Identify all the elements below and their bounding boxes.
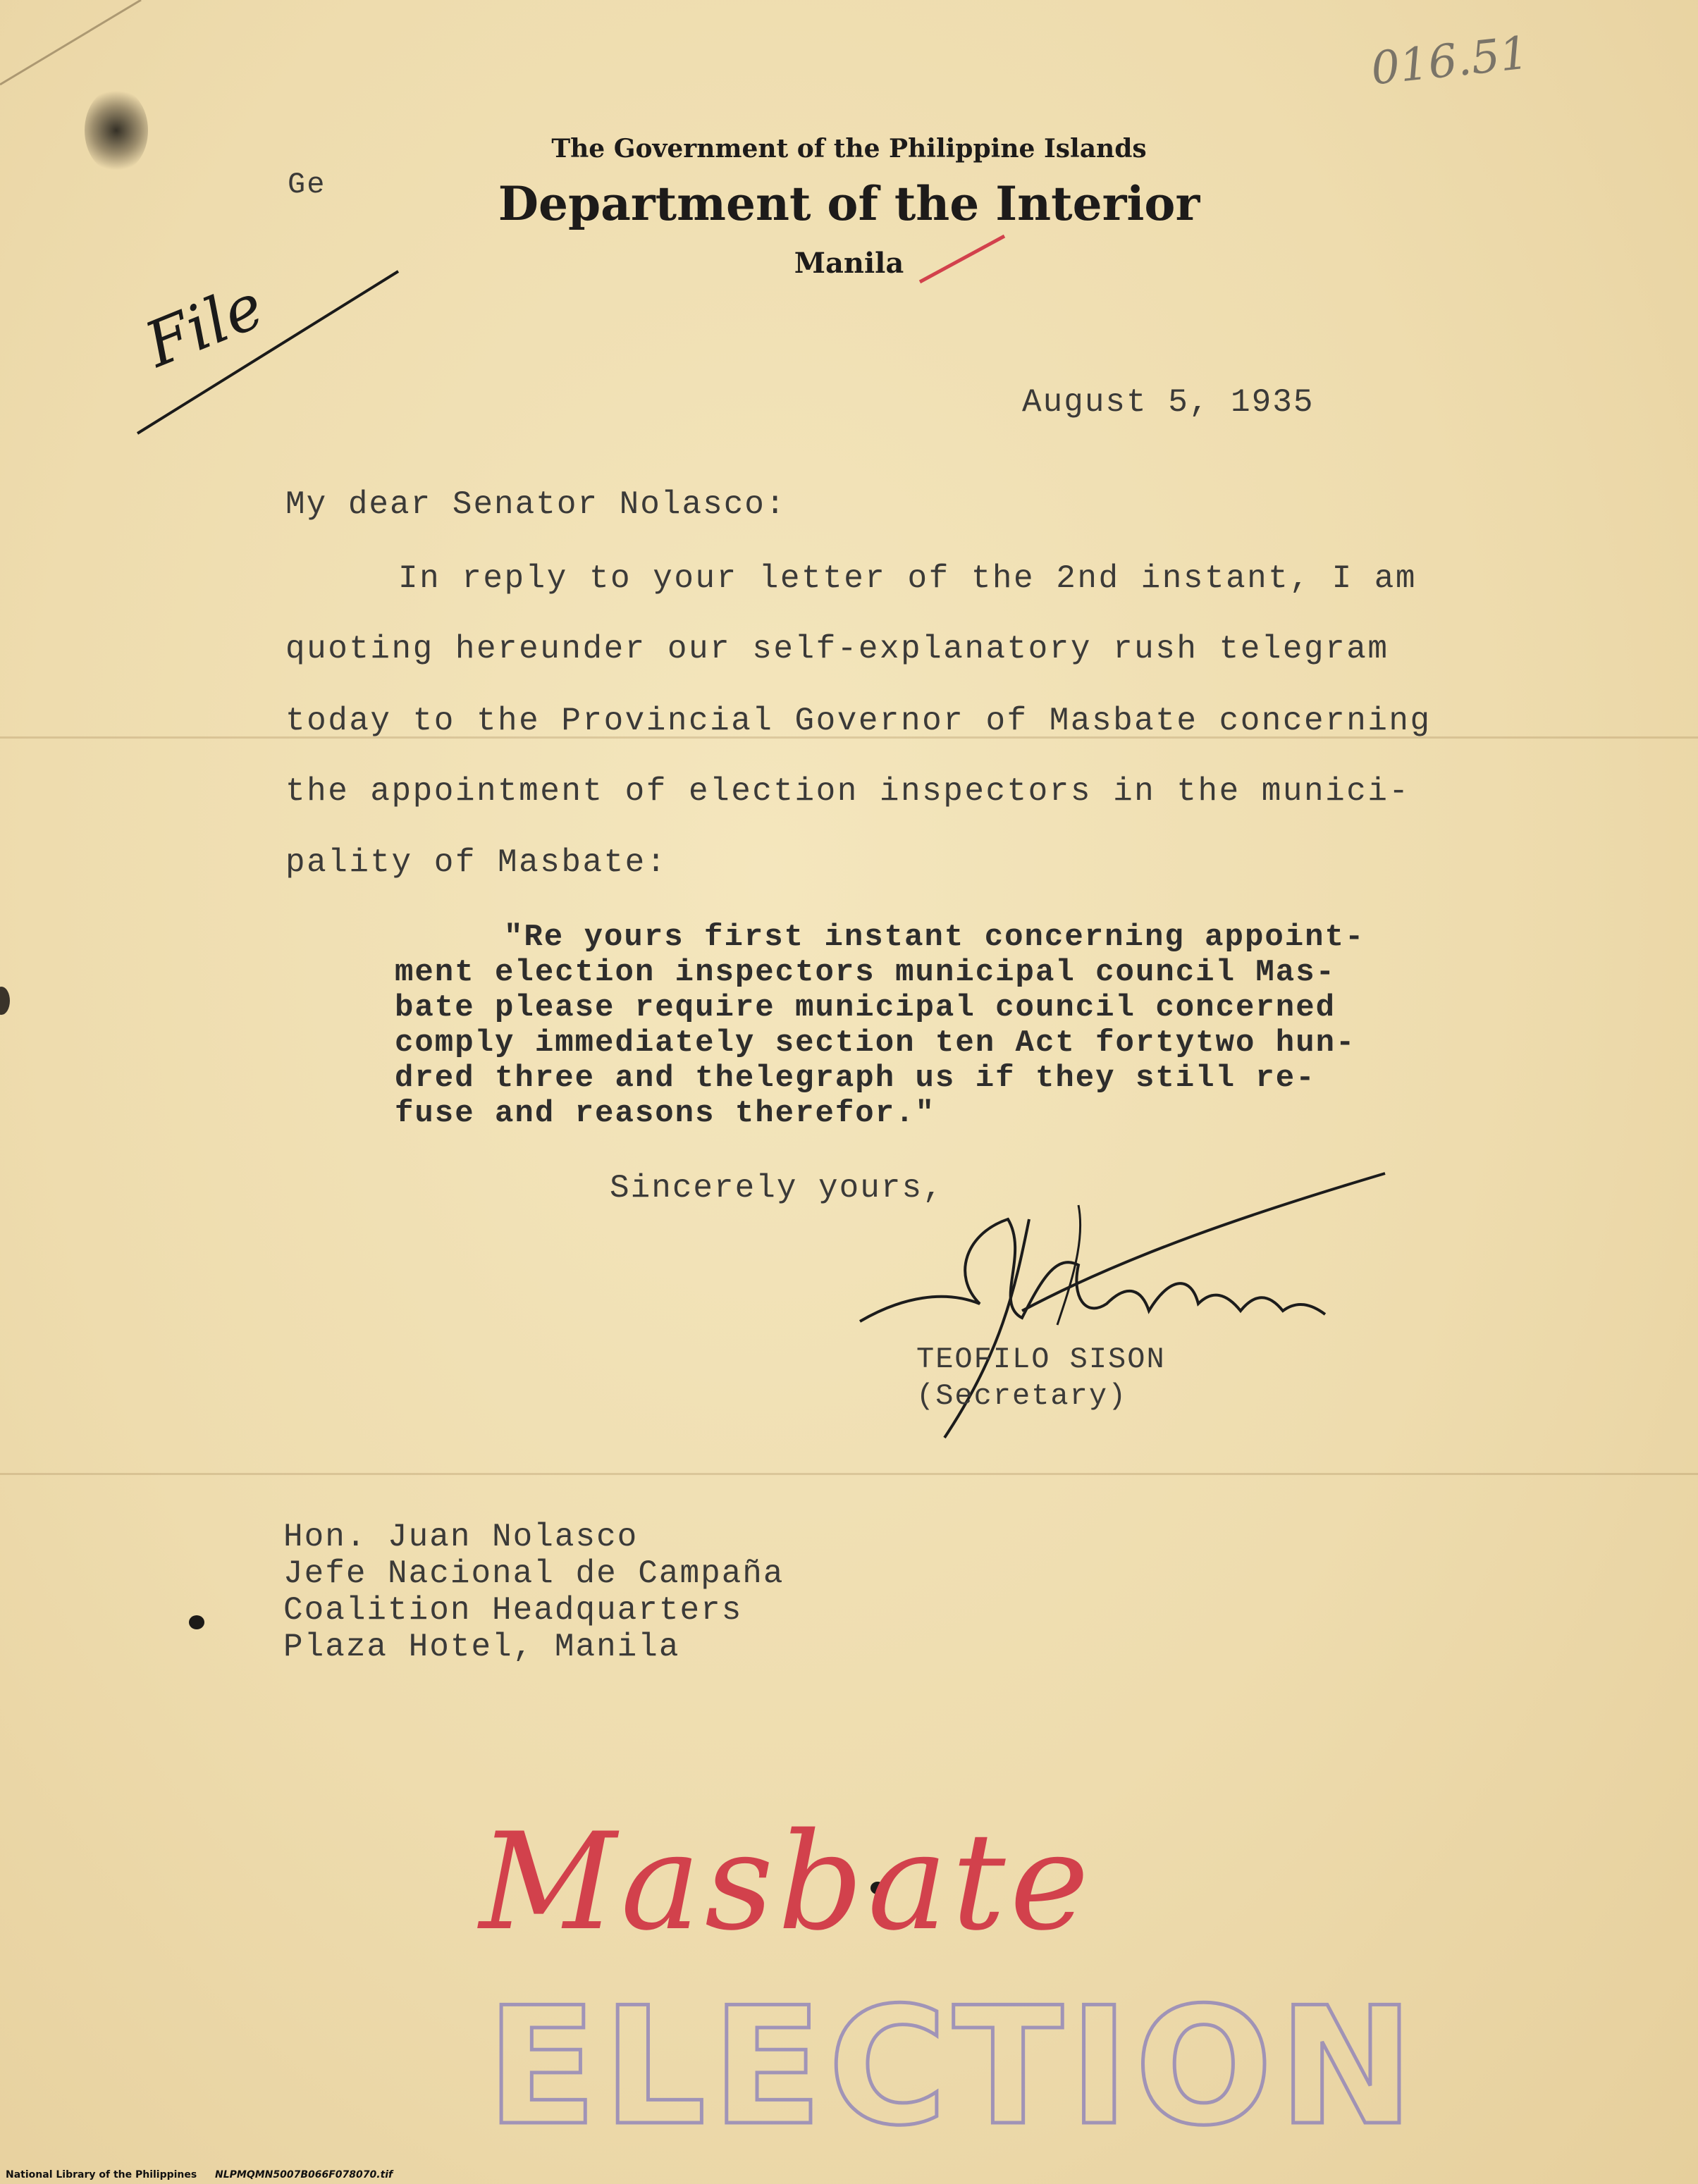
body-line: quoting hereunder our self-explanatory rush telegram	[285, 631, 1389, 667]
body-line: the appointment of election inspectors in the munici-	[285, 773, 1410, 810]
telegram-line: bate please require municipal council concerned	[395, 990, 1336, 1025]
body-line: today to the Provincial Governor of Masbate concerning	[285, 703, 1432, 739]
telegram-line: fuse and reasons therefor."	[395, 1096, 935, 1131]
ink-dot	[189, 1615, 204, 1629]
election-stamp: ELECTION	[486, 1973, 1420, 2161]
footer-source: National Library of the Philippines	[6, 2169, 197, 2180]
footer-filename: NLPMQMN5007B066F078070.tif	[215, 2169, 393, 2180]
body-line: pality of Masbate:	[285, 844, 667, 881]
letterhead-department: Department of the Interior	[498, 176, 1200, 231]
recipient-line: Hon. Juan Nolasco	[283, 1519, 639, 1555]
recipient-line: Jefe Nacional de Campaña	[283, 1555, 785, 1592]
paper-fold-line	[0, 1473, 1698, 1475]
signatory-name: TEOFILO SISON	[916, 1343, 1166, 1376]
telegram-line: ment election inspectors municipal council Mas-	[395, 955, 1336, 990]
edge-damage	[0, 987, 10, 1015]
file-number-note: 016.51	[1368, 27, 1532, 96]
letter-date: August 5, 1935	[1022, 384, 1315, 421]
red-pencil-tick	[916, 233, 1008, 289]
letterhead-government: The Government of the Philippine Islands	[551, 134, 1147, 164]
telegram-line: comply immediately section ten Act fortytwo hun-	[395, 1025, 1356, 1061]
telegram-line: "Re yours first instant concerning appoint-	[504, 920, 1365, 955]
closing: Sincerely yours,	[610, 1170, 944, 1207]
initials-note: Ge	[288, 168, 326, 202]
recipient-line: Coalition Headquarters	[283, 1592, 743, 1629]
recipient-line: Plaza Hotel, Manila	[283, 1629, 680, 1665]
telegram-line: dred three and thelegraph us if they still re-	[395, 1061, 1316, 1096]
file-handwritten-mark: File	[135, 269, 273, 381]
salutation: My dear Senator Nolasco:	[285, 486, 787, 523]
red-pencil-province-note: Masbate	[479, 1804, 1094, 1960]
letterhead-city: Manila	[794, 247, 904, 280]
corner-crease	[0, 0, 155, 99]
signatory-title: (Secretary)	[916, 1379, 1128, 1413]
file-mark-underline	[134, 268, 416, 444]
body-line: In reply to your letter of the 2nd instant, I am	[398, 560, 1417, 597]
